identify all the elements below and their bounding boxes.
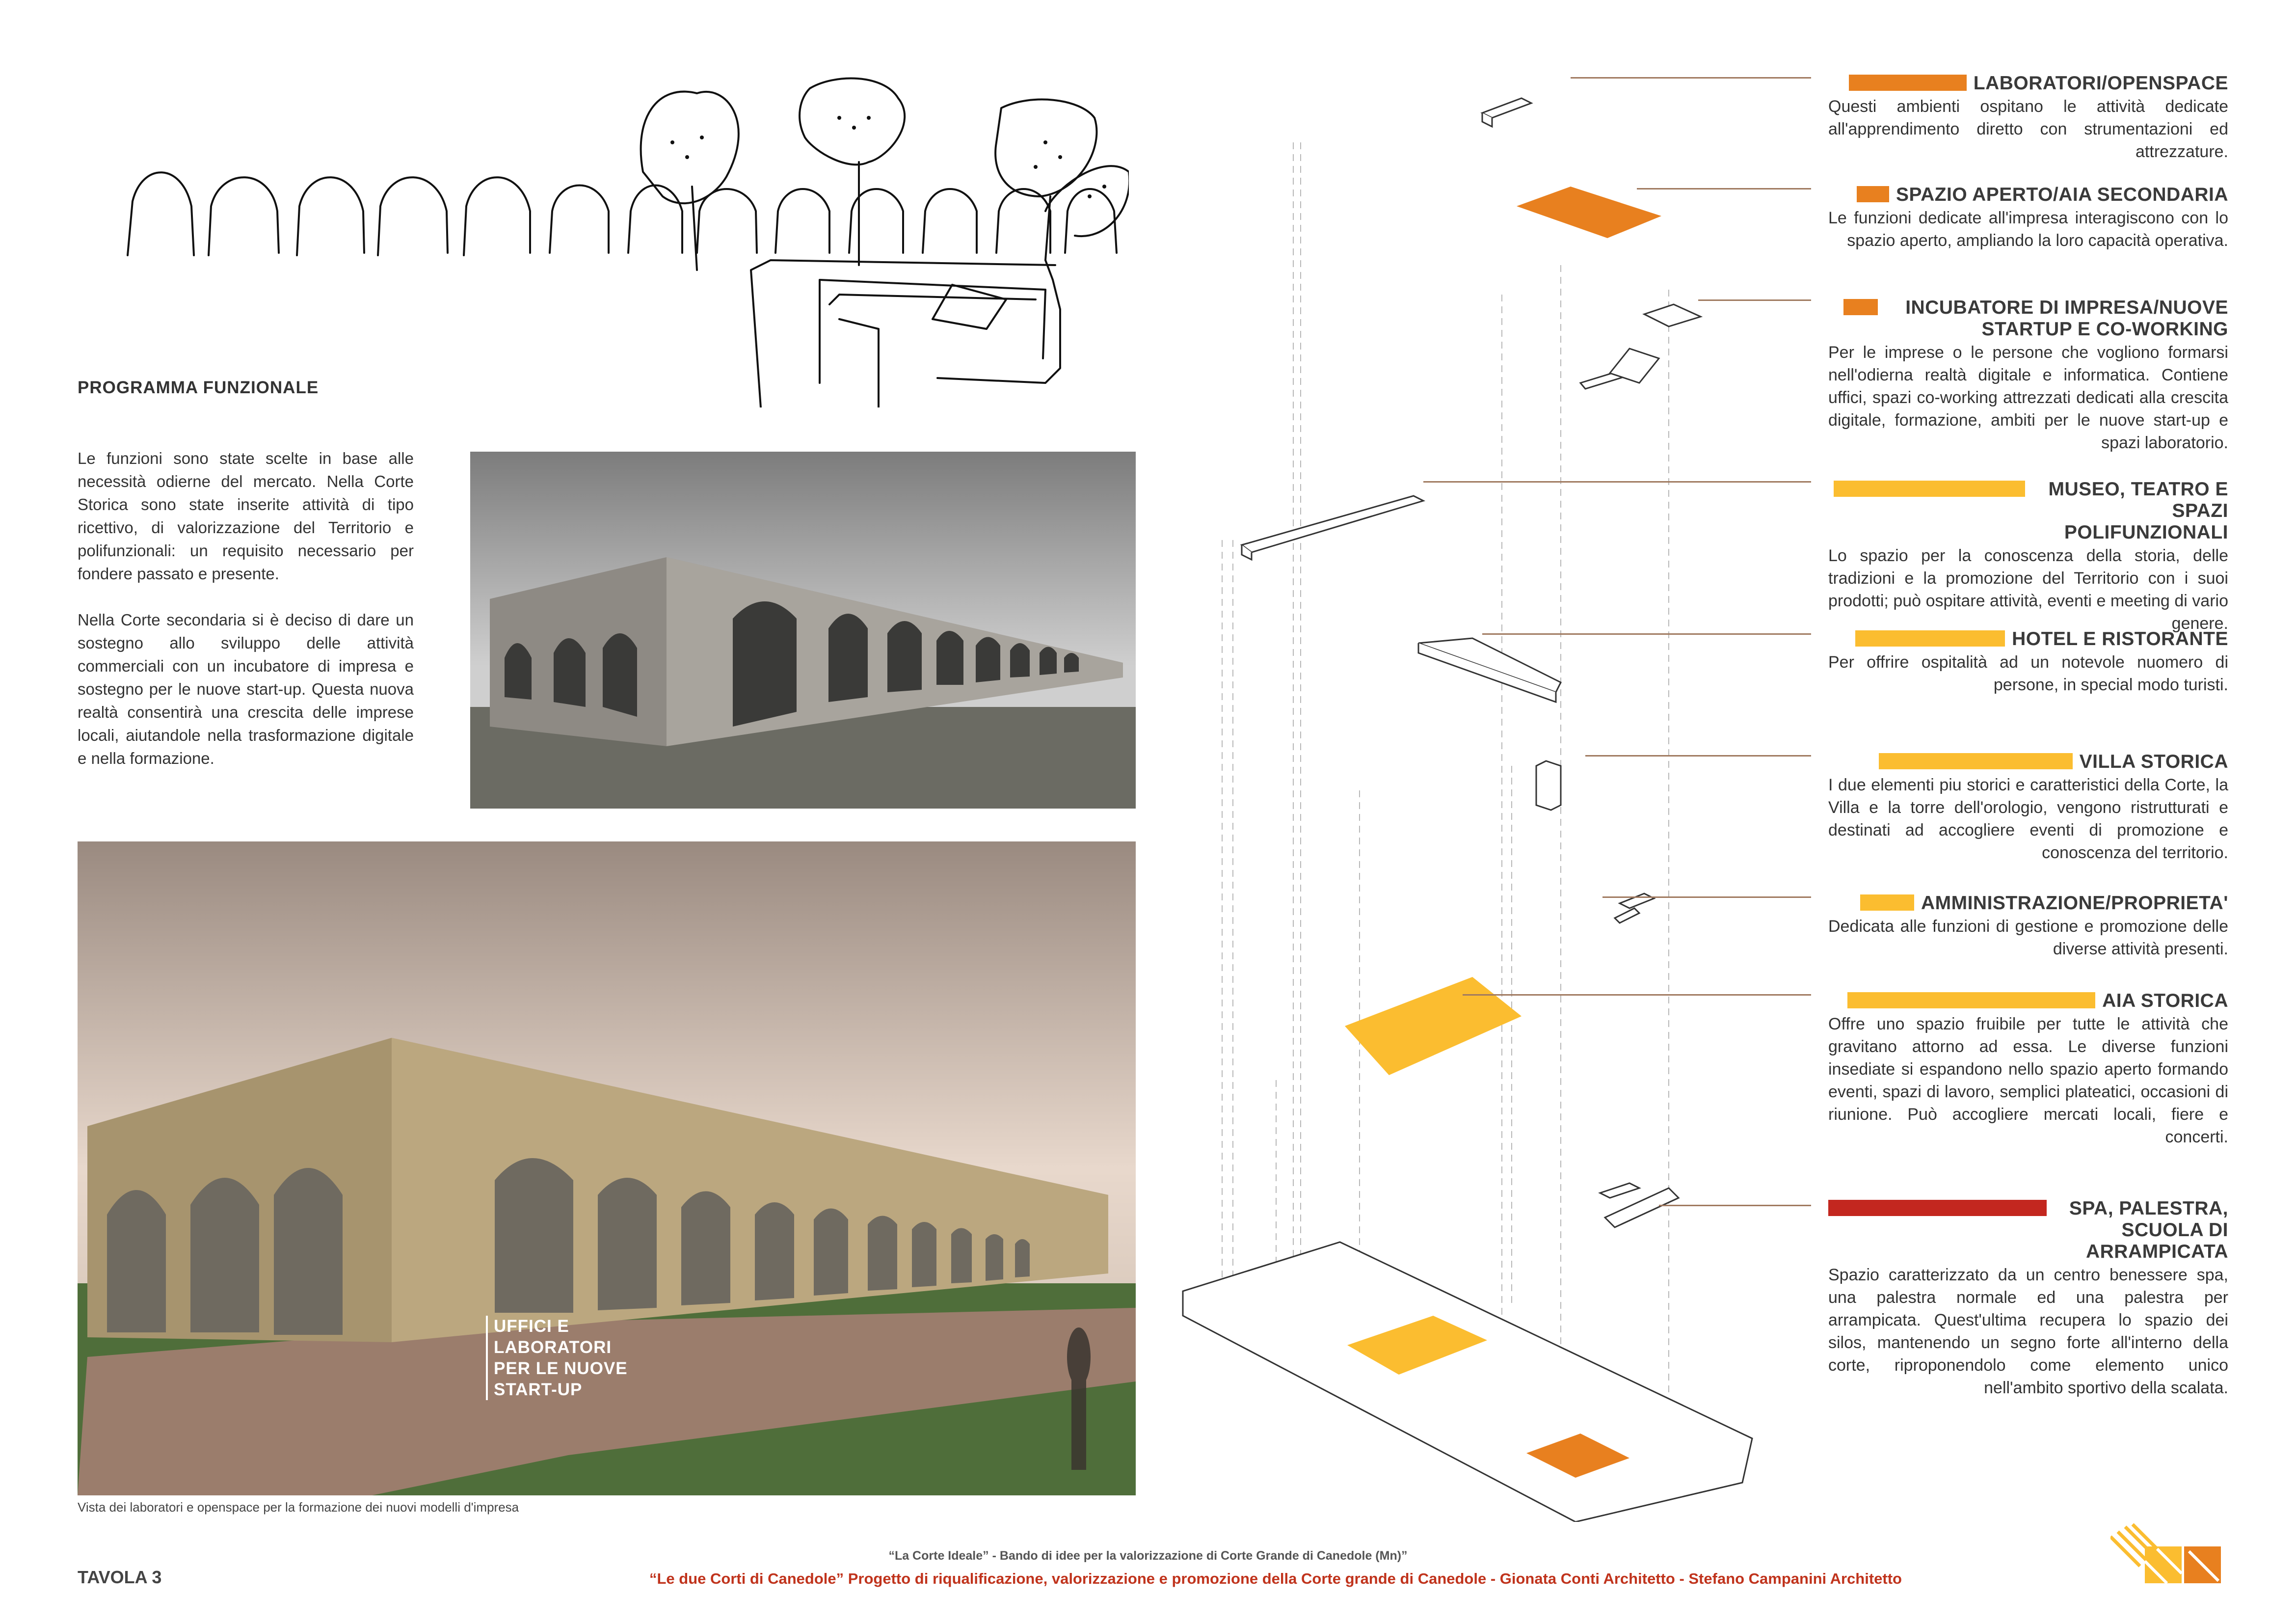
legend-label: AIA STORICA (2102, 990, 2228, 1011)
legend-label: INCUBATORE DI IMPRESA/NUOVE STARTUP E CO-WORKING (1905, 297, 2228, 340)
legend-item (1828, 297, 2228, 454)
legend-item (1828, 990, 2228, 1148)
legend-swatch (1879, 753, 2073, 769)
legend-label: SPA, PALESTRA, SCUOLA DI ARRAMPICATA (2069, 1198, 2228, 1262)
legend-item (1828, 751, 2228, 864)
legend-swatch (1855, 630, 2005, 647)
legend-swatch (1847, 992, 2095, 1008)
leader-line-4 (1423, 481, 1811, 483)
legend-desc: Lo spazio per la conoscenza della storia, delle tradizioni e la promozione del Territorio con i suoi prodotti; può ospitare attività, eventi e meeting di vario genere. (1828, 546, 2228, 633)
legend-swatch (1828, 1200, 2047, 1216)
footer-line-1: “La Corte Ideale” - Bando di idee per la valorizzazione di Corte Grande di Canedole (Mn)” (888, 1549, 1408, 1563)
legend-swatch (1834, 481, 2025, 497)
leader-line-3 (1698, 299, 1811, 301)
legend-item (1828, 184, 2228, 252)
legend-label: HOTEL E RISTORANTE (2012, 628, 2228, 650)
intro-paragraph-2: Nella Corte secondaria si è deciso di dare un sostegno allo sviluppo delle attività commerciali con un incubatore di impresa e sostegno per le nuove start-up. Questa nuova realtà consentirà una crescita delle imprese locali, aiutandole nella trasformazione digitale e nella formazione. (78, 611, 414, 767)
legend-desc: Per le imprese o le persone che vogliono formarsi nell'odierna realtà digitale e informatica. Contiene uffici, spazi co-working attrezzati dedicati alla crescita digitale, formazione, ambiti per le nuove start-up e spazi laboratorio. (1828, 343, 2228, 452)
sheet-number: TAVOLA 3 (78, 1567, 162, 1587)
leader-line-2 (1637, 188, 1811, 189)
legend-label: AMMINISTRAZIONE/PROPRIETA' (1921, 893, 2228, 914)
legend-desc: Spazio caratterizzato da un centro benessere spa, una palestra normale ed una palestra per arrampicata. Quest'ultima recupera lo spazio dei silos, mantenendo un segno forte all'interno della corte, riproponendolo come elemento unico nell'ambito sportivo della scalata. (1828, 1266, 2228, 1397)
legend-item (1828, 1198, 2228, 1399)
legend-swatch (1860, 894, 1914, 911)
render-caption: Vista dei laboratori e openspace per la formazione dei nuovi modelli d'impresa (78, 1500, 519, 1515)
legend-desc: Le funzioni dedicate all'impresa interagiscono con lo spazio aperto, ampliando la loro capacità operativa. (1828, 209, 2228, 250)
legend-item (1828, 628, 2228, 696)
section-title: PROGRAMMA FUNZIONALE (78, 378, 319, 397)
leader-line-9 (1659, 1205, 1811, 1206)
legend-desc: Offre uno spazio fruibile per tutte le attività che gravitano attorno ad essa. Le diverse funzioni insediate si espandono nello spazio aperto formando eventi, spazi di lavoro, semplici plateatici, occasioni di riunione. Può accogliere mercati locali, fiere e concerti. (1828, 1015, 2228, 1146)
legend-label: VILLA STORICA (2079, 751, 2228, 772)
legend-swatch (1849, 75, 1967, 91)
legend-label: LABORATORI/OPENSPACE (1973, 73, 2228, 94)
leader-line-7 (1602, 896, 1811, 898)
legend-swatch (1843, 299, 1878, 315)
logo (2110, 1522, 2228, 1586)
footer-line-2: “Le due Corti di Canedole” Progetto di riqualificazione, valorizzazione e promozione della Corte grande di Canedole - Gionata Conti Architetto - Stefano Campanini Architetto (649, 1570, 1902, 1587)
concept-sketch (123, 64, 1129, 407)
legend-desc: I due elementi piu storici e caratteristici della Corte, la Villa e la torre dell'orologio, vengono ristrutturati e destinati ad accogliere eventi di promozione e conoscenza del territorio. (1828, 776, 2228, 862)
legend-item (1828, 479, 2228, 635)
leader-line-5 (1482, 633, 1811, 635)
legend-item (1828, 893, 2228, 960)
legend-item (1828, 73, 2228, 163)
intro-text (78, 447, 414, 793)
legend-label: SPAZIO APERTO/AIA SECONDARIA (1896, 184, 2228, 205)
leader-line-8 (1463, 994, 1811, 996)
legend-label: MUSEO, TEATRO E SPAZI POLIFUNZIONALI (2048, 479, 2228, 543)
leader-line-1 (1571, 77, 1811, 79)
legend-swatch (1857, 186, 1889, 202)
existing-building-photo (470, 452, 1136, 809)
render-label: UFFICI E LABORATORI PER LE NUOVE START-UP (486, 1316, 641, 1400)
intro-paragraph-1: Le funzioni sono state scelte in base alle necessità odierne del mercato. Nella Corte Storica sono state inserite attività di tipo ricettivo, di valorizzazione del Territorio e polifunzionali: un requisito necessario per fondere passato e presente. (78, 449, 414, 583)
legend-desc: Dedicata alle funzioni di gestione e promozione delle diverse attività presenti. (1828, 917, 2228, 958)
legend-desc: Questi ambienti ospitano le attività dedicate all'apprendimento diretto con strumentazioni ed attrezzature. (1828, 97, 2228, 161)
exploded-axonometric-diagram (1178, 69, 1826, 1522)
leader-line-6 (1585, 755, 1811, 757)
legend-desc: Per offrire ospitalità ad un notevole nuomero di persone, in special modo turisti. (1828, 653, 2228, 694)
